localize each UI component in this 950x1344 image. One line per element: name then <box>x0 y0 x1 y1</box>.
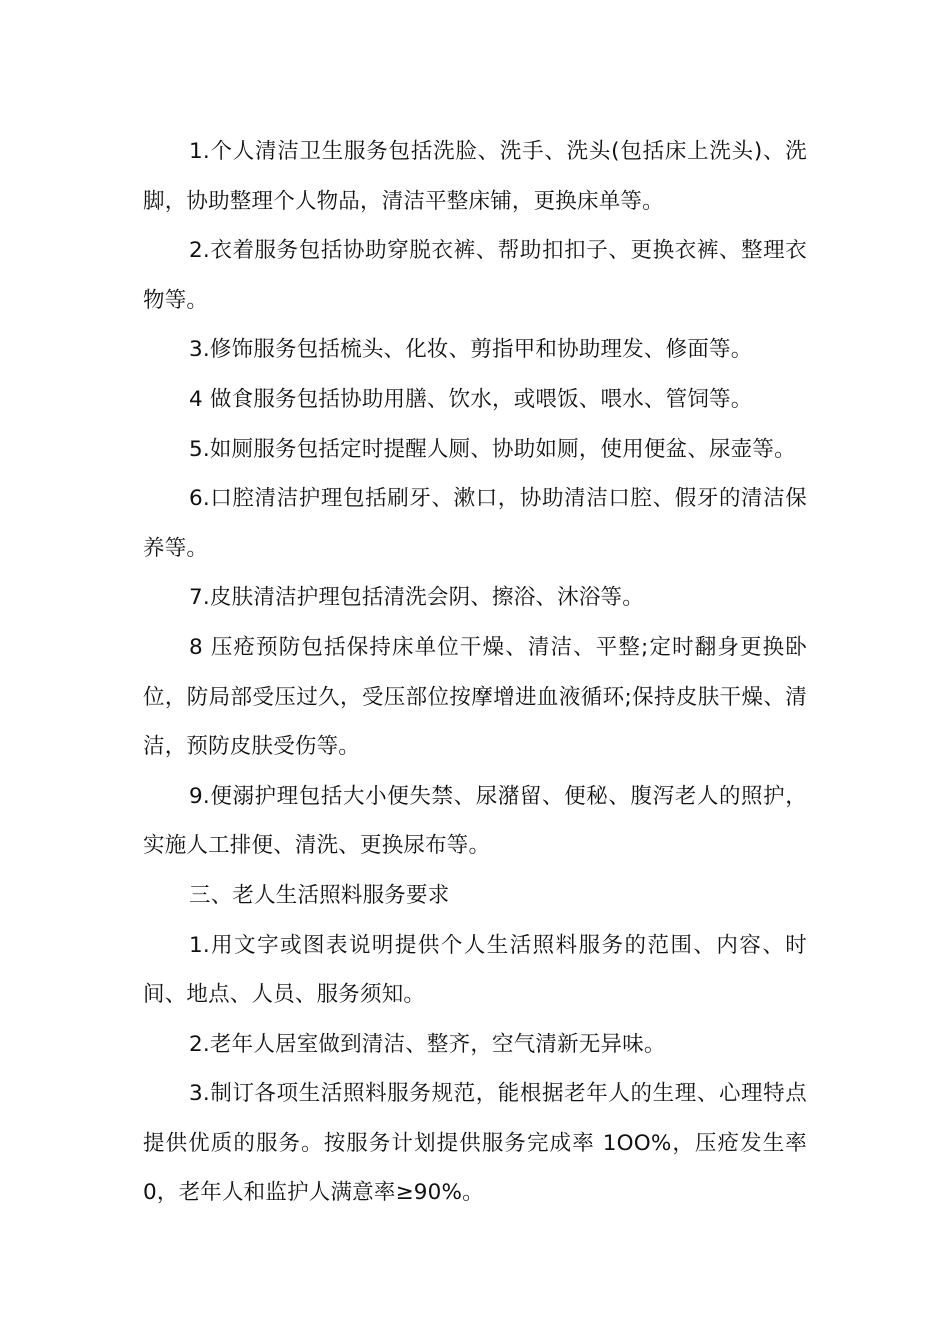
paragraph-requirement-2: 2.老年人居室做到清洁、整齐，空气清新无异味。 <box>189 1031 666 1057</box>
paragraph-requirement-1: 1.用文字或图表说明提供个人生活照料服务的范围、内容、时间、地点、人员、服务须知。 <box>143 932 807 1008</box>
paragraph-grooming: 3.修饰服务包括梳头、化妆、剪指甲和协助理发、修面等。 <box>189 337 753 363</box>
paragraph-clothing: 2.衣着服务包括协助穿脱衣裤、帮助扣扣子、更换衣裤、整理衣物等。 <box>143 238 807 313</box>
paragraph-pressure-sore-prevention: 8 压疮预防包括保持床单位干燥、清洁、平整;定时翻身更换卧位，防局部受压过久，受压部位按摩增进血液循环;保持皮肤干燥、清洁，预防皮肤受伤等。 <box>143 634 807 760</box>
document-body <box>143 127 807 1218</box>
section-heading-requirements: 三、老人生活照料服务要求 <box>189 882 450 908</box>
paragraph-toileting: 5.如厕服务包括定时提醒人厕、协助如厕，使用便盆、尿壶等。 <box>189 436 796 462</box>
paragraph-oral-care: 6.口腔清洁护理包括刷牙、漱口，协助清洁口腔、假牙的清洁保养等。 <box>143 486 807 561</box>
paragraph-incontinence-care: 9.便溺护理包括大小便失禁、尿潴留、便秘、腹泻老人的照护，实施人工排便、清洗、更换尿布等。 <box>143 783 807 859</box>
paragraph-skin-care: 7.皮肤清洁护理包括清洗会阴、擦浴、沐浴等。 <box>189 585 644 611</box>
paragraph-meals: 4 做食服务包括协助用膳、饮水，或喂饭、喂水、管饲等。 <box>189 386 753 412</box>
paragraph-personal-hygiene: 1.个人清洁卫生服务包括洗脸、洗手、洗头(包括床上洗头)、洗脚，协助整理个人物品，清洁平整床铺，更换床单等。 <box>143 139 807 214</box>
paragraph-requirement-3: 3.制订各项生活照料服务规范，能根据老年人的生理、心理特点提供优质的服务。按服务计划提供服务完成率 1OO%，压疮发生率 0，老年人和监护人满意率≥90%。 <box>143 1081 807 1206</box>
